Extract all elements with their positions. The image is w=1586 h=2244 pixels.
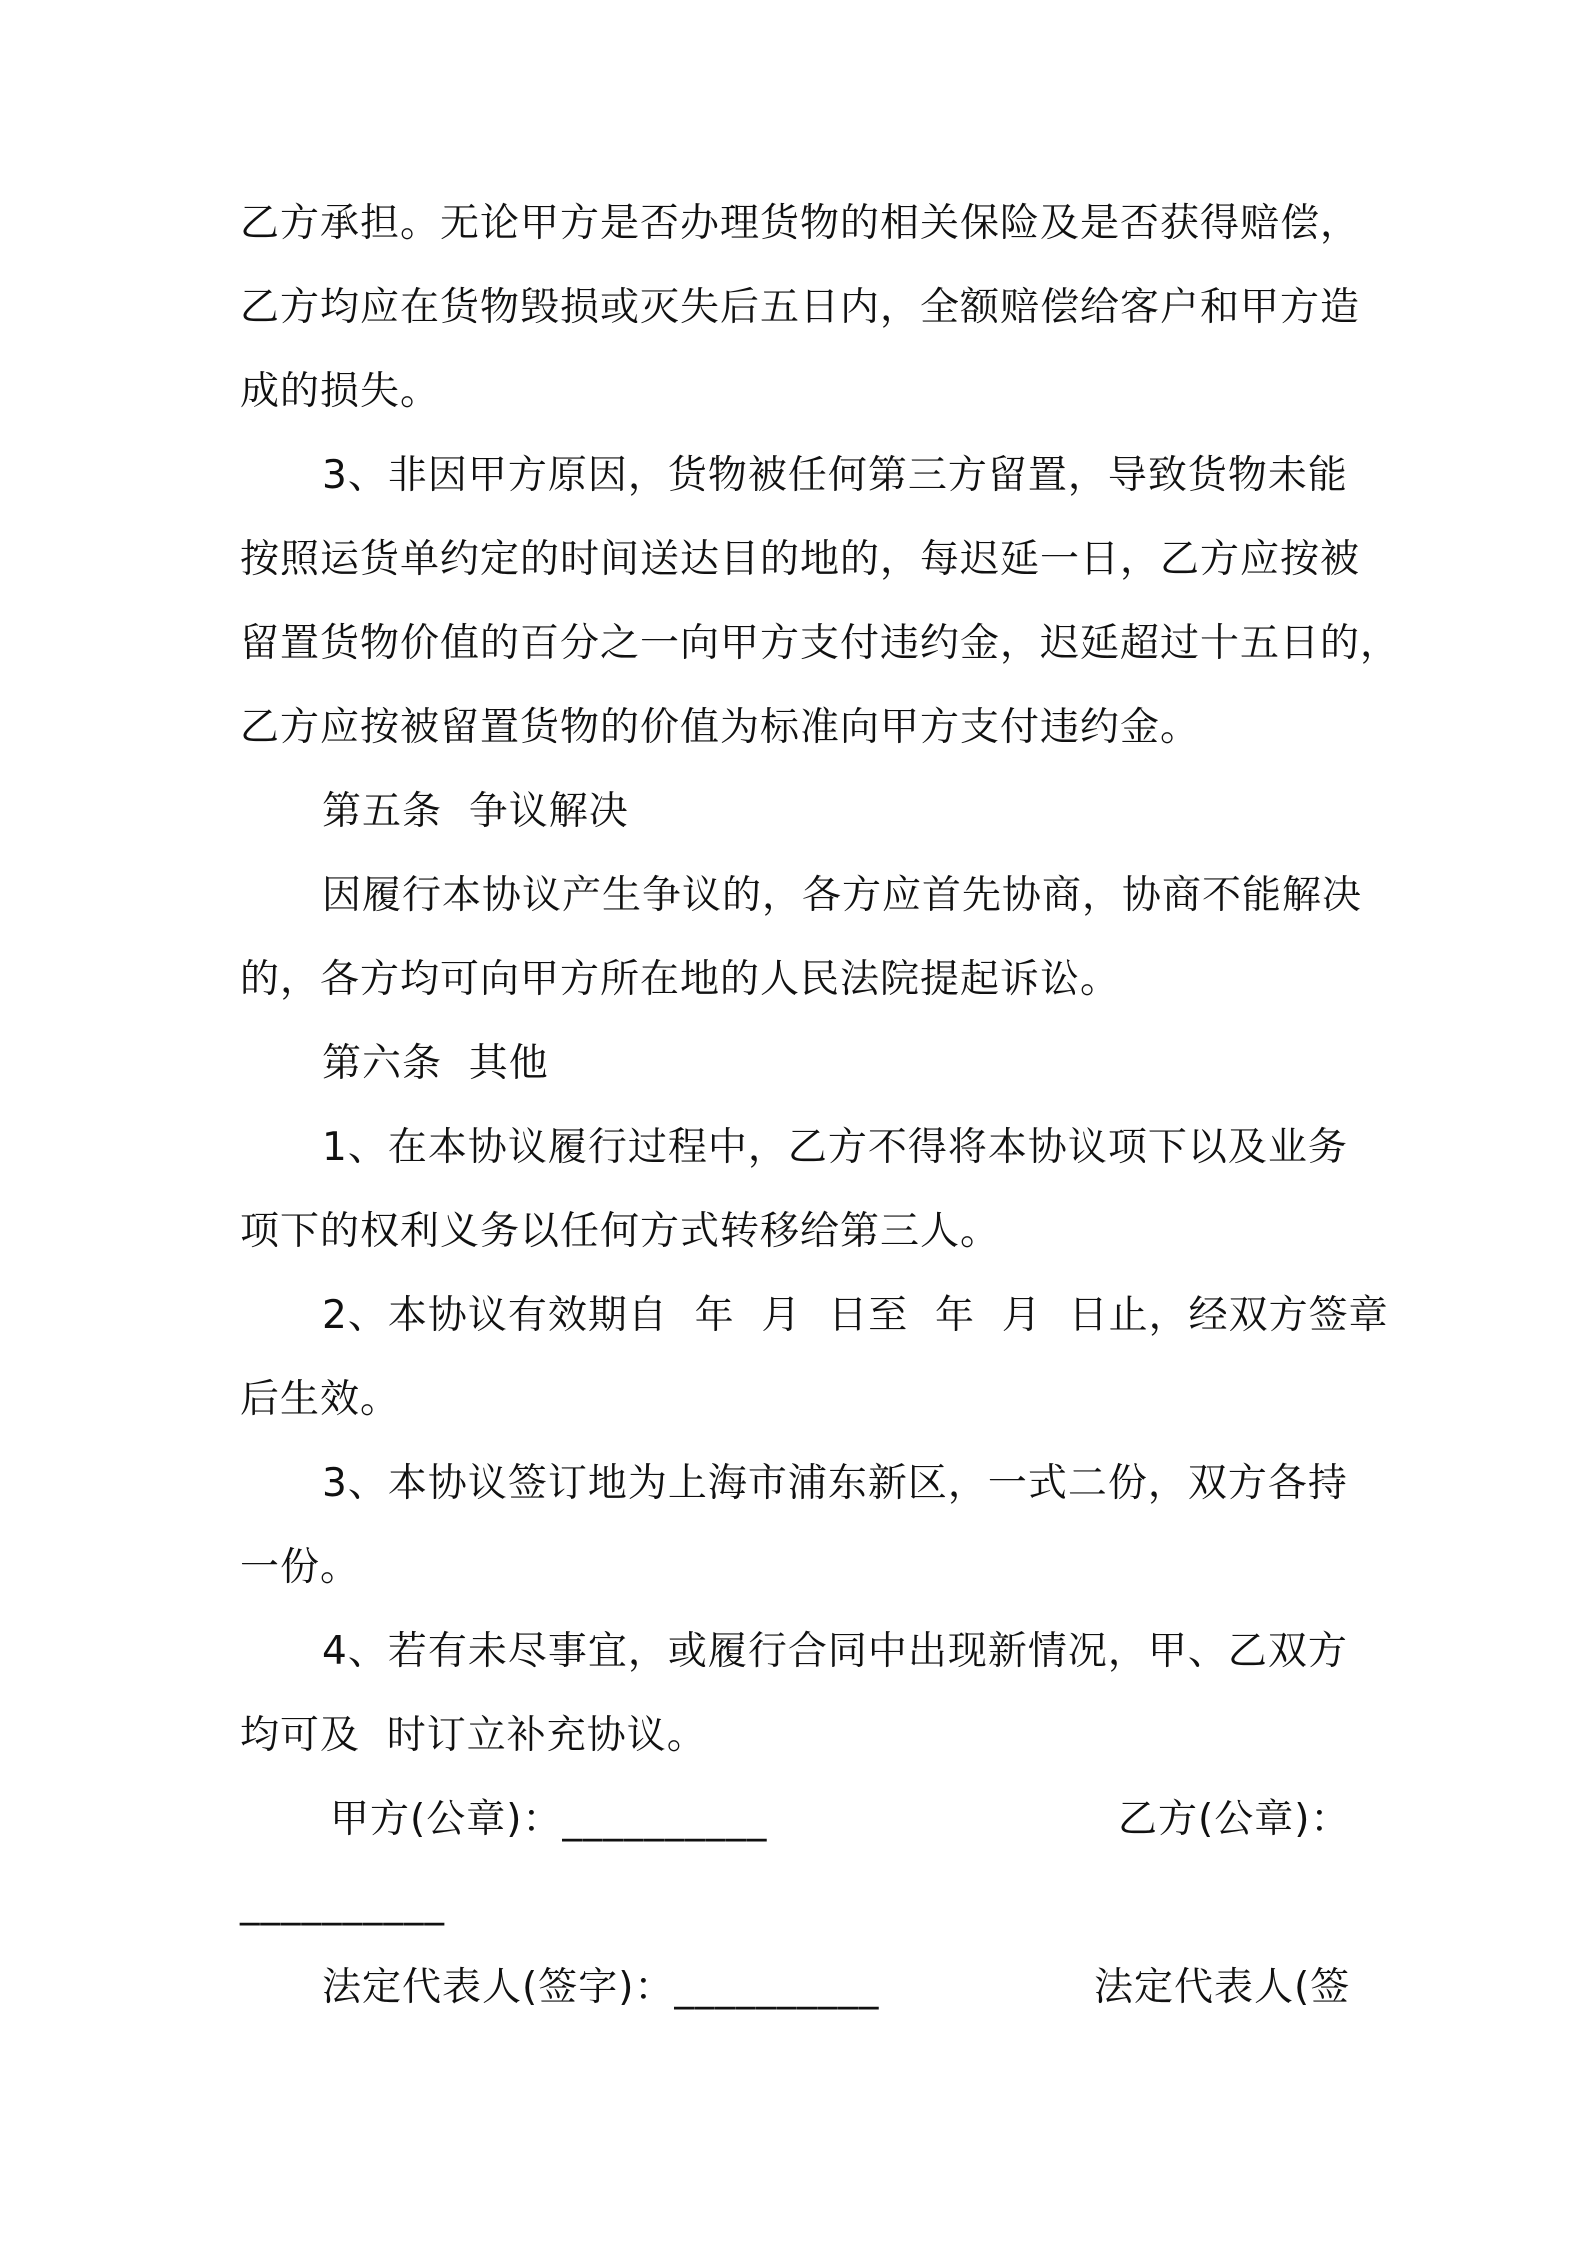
- party-b-seal-label: 乙方(公章)：: [1118, 1797, 1351, 1842]
- paragraph-line: 的，各方均可向甲方所在地的人民法院提起诉讼。: [240, 957, 1121, 1002]
- paragraph-line: 2、本协议有效期自 年 月 日至 年 月 日止，经双方签章: [322, 1293, 1389, 1338]
- paragraph-line: 3、本协议签订地为上海市浦东新区，一式二份，双方各持: [322, 1461, 1348, 1506]
- party-b-seal-blank: __________: [240, 1881, 445, 1926]
- paragraph-line: 后生效。: [240, 1377, 401, 1422]
- paragraph-line: 3、非因甲方原因，货物被任何第三方留置，导致货物未能: [322, 453, 1348, 498]
- paragraph-line: 均可及 时订立补充协议。: [240, 1713, 707, 1758]
- party-b-representative-label: 法定代表人(签: [1094, 1965, 1351, 2010]
- party-a-seal-label: 甲方(公章)：__________: [330, 1797, 768, 1842]
- party-a-representative-label: 法定代表人(签字)：__________: [322, 1965, 880, 2010]
- paragraph-line: 留置货物价值的百分之一向甲方支付违约金，迟延超过十五日的，: [240, 621, 1401, 666]
- paragraph-line: 乙方承担。无论甲方是否办理货物的相关保险及是否获得赔偿，: [240, 201, 1361, 246]
- paragraph-line: 按照运货单约定的时间送达目的地的，每迟延一日，乙方应按被: [240, 537, 1361, 582]
- paragraph-line: 乙方应按被留置货物的价值为标准向甲方支付违约金。: [240, 705, 1201, 750]
- section-heading: 第六条 其他: [322, 1041, 549, 1086]
- paragraph-line: 因履行本协议产生争议的，各方应首先协商，协商不能解决: [322, 873, 1363, 918]
- section-heading: 第五条 争议解决: [322, 789, 629, 834]
- paragraph-line: 一份。: [240, 1545, 361, 1590]
- paragraph-line: 项下的权利义务以任何方式转移给第三人。: [240, 1209, 1001, 1254]
- paragraph-line: 4、若有未尽事宜，或履行合同中出现新情况，甲、乙双方: [322, 1629, 1348, 1674]
- paragraph-line: 成的损失。: [240, 369, 441, 414]
- paragraph-line: 1、在本协议履行过程中，乙方不得将本协议项下以及业务: [322, 1125, 1348, 1170]
- paragraph-line: 乙方均应在货物毁损或灭失后五日内，全额赔偿给客户和甲方造: [240, 285, 1361, 330]
